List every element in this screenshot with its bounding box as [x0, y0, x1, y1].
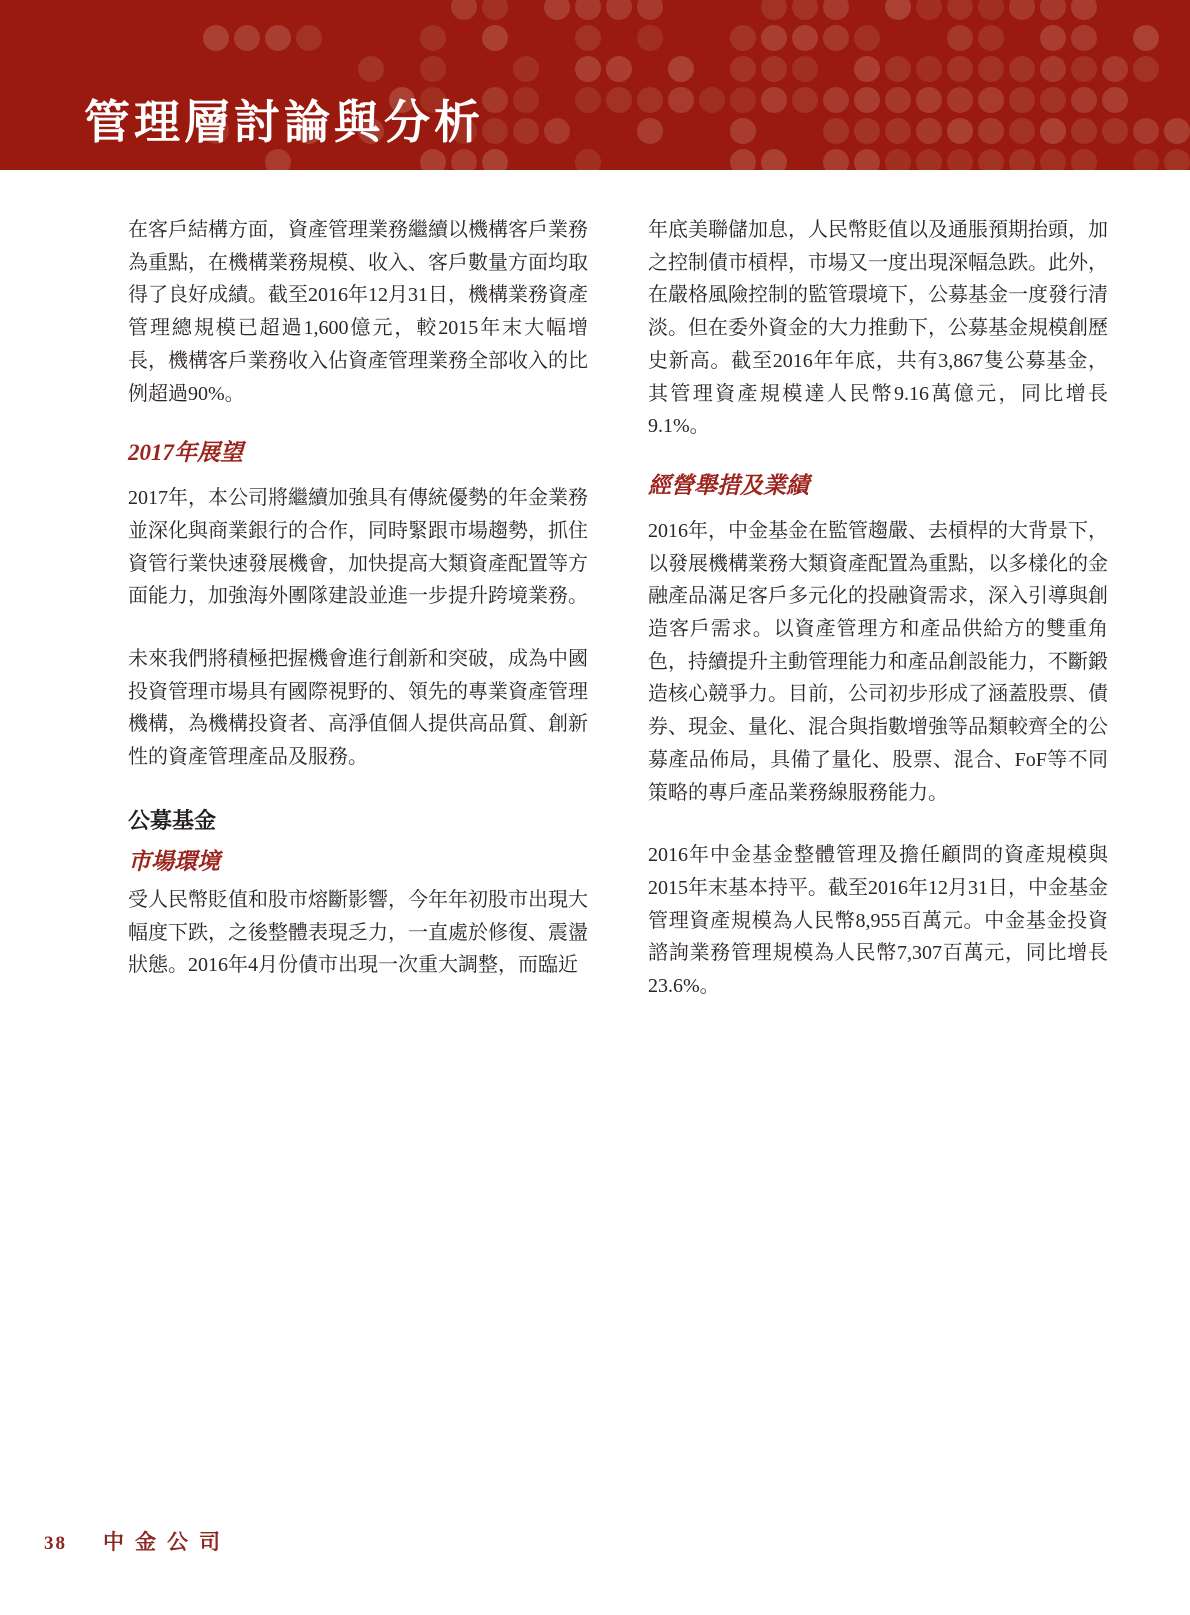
paragraph-aum-figures: 2016年中金基金整體管理及擔任顧問的資產規模與2015年末基本持平。截至2016年12月31日，中金基金管理資產規模為人民幣8,955百萬元。中金基金投資諮詢業務管理規模為人民幣7,307百萬元，同比增長23.6%。: [648, 844, 1108, 998]
heading-mutual-funds: 公募基金: [128, 807, 217, 833]
page-header-banner: [0, 0, 1190, 170]
heading-business-measures-results: 經營舉措及業績: [648, 472, 809, 498]
heading-2017-outlook: 2017年展望: [128, 440, 243, 466]
company-name: 中金公司: [103, 1530, 231, 1554]
right-column: [648, 214, 1108, 1003]
paragraph-2017-plan: 2017年，本公司將繼續加強具有傳統優勢的年金業務並深化與商業銀行的合作，同時緊跟市場趨勢，抓住資管行業快速發展機會，加快提高大類資產配置等方面能力，加強海外團隊建設並進一步提升跨境業務。: [128, 487, 588, 608]
heading-market-environment: 市場環境: [128, 848, 220, 874]
left-column: [128, 214, 588, 1003]
page-title: 管理層討論與分析: [84, 97, 484, 148]
page-number: 38: [44, 1533, 67, 1554]
paragraph-client-structure: 在客戶結構方面，資產管理業務繼續以機構客戶業務為重點，在機構業務規模、收入、客戶數量方面均取得了良好成績。截至2016年12月31日，機構業務資產管理總規模已超過1,600億元，較2015年末大幅增長，機構客戶業務收入佔資產管理業務全部收入的比例超過90%。: [128, 219, 588, 405]
page-footer: [44, 1526, 231, 1556]
paragraph-market-conditions-continued: 年底美聯儲加息，人民幣貶值以及通脹預期抬頭，加之控制債市槓桿，市場又一度出現深幅急跌。此外，在嚴格風險控制的監管環境下，公募基金一度發行清淡。但在委外資金的大力推動下，公募基金規模創歷史新高。截至2016年年底，共有3,867隻公募基金，其管理資產規模達人民幣9.16萬億元，同比增長9.1%。: [648, 219, 1108, 438]
paragraph-future-vision: 未來我們將積極把握機會進行創新和突破，成為中國投資管理市場具有國際視野的、領先的專業資產管理機構，為機構投資者、高淨值個人提供高品質、創新性的資產管理產品及服務。: [128, 648, 588, 769]
paragraph-cicc-fund-strategy: 2016年，中金基金在監管趨嚴、去槓桿的大背景下，以發展機構業務大類資產配置為重點，以多樣化的金融產品滿足客戶多元化的投融資需求，深入引導與創造客戶需求。以資產管理方和產品供給方的雙重角色，持續提升主動管理能力和產品創設能力，不斷鍛造核心競爭力。目前，公司初步形成了涵蓋股票、債券、現金、量化、混合與指數增強等品類較齊全的公募產品佈局，具備了量化、股票、混合、FoF等不同策略的專戶產品業務線服務能力。: [648, 519, 1108, 804]
content-columns: [128, 214, 1108, 1003]
paragraph-market-conditions: 受人民幣貶值和股市熔斷影響，今年年初股市出現大幅度下跌，之後整體表現乏力，一直處於修復、震盪狀態。2016年4月份債市出現一次重大調整，而臨近: [128, 888, 588, 977]
